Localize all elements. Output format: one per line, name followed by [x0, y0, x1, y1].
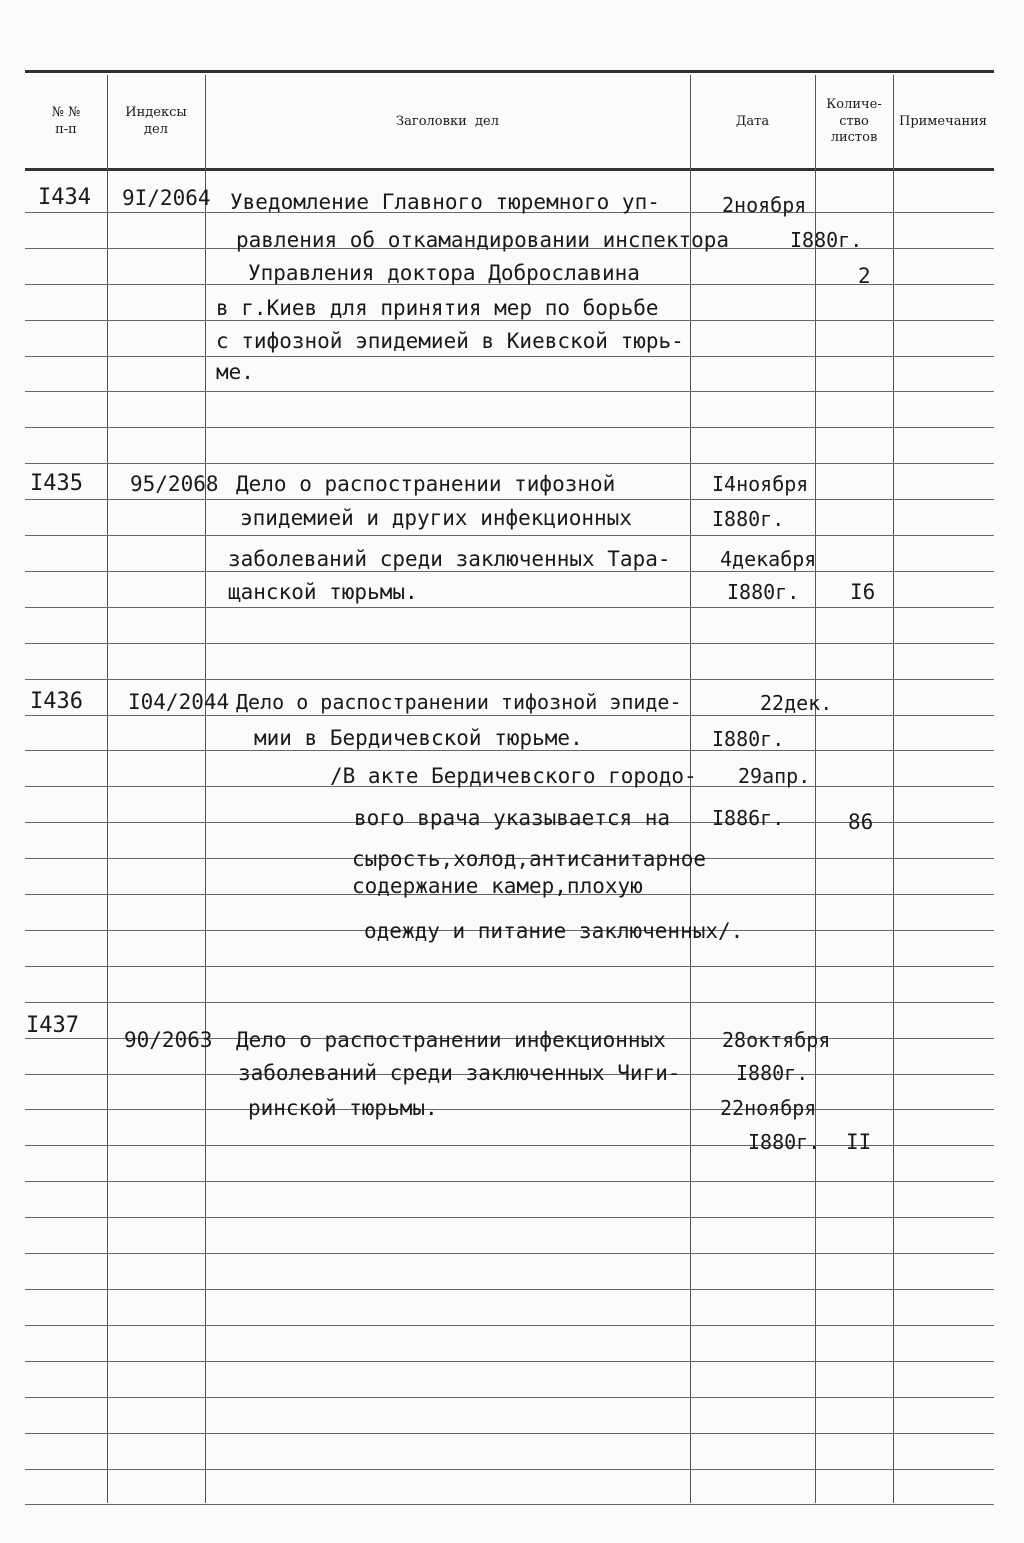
entry-line: вого врача указывается на	[354, 806, 671, 830]
entry-line: с тифозной эпидемией в Киевской тюрь-	[216, 329, 684, 353]
ruled-line	[25, 1109, 994, 1110]
entry-date: I880г.	[790, 228, 863, 252]
entry-index: 95/2068	[130, 472, 219, 496]
ruled-line	[25, 643, 994, 644]
ruled-line	[25, 607, 994, 608]
entry-date: I880г.	[748, 1130, 821, 1154]
entry-line: в г.Киев для принятия мер по борьбе	[216, 296, 659, 320]
ruled-line	[25, 1361, 994, 1362]
entry-line: содержание камер,плохую	[352, 874, 643, 898]
ruled-line	[25, 1002, 994, 1003]
entry-line: Дело о распостранении тифозной	[236, 472, 616, 496]
ruled-line	[25, 1289, 994, 1290]
entry-date: I880г.	[736, 1061, 809, 1085]
ruled-line	[25, 356, 994, 357]
entry-date: 29апр.	[738, 764, 811, 788]
ruled-line	[25, 1504, 994, 1505]
ruled-line	[25, 1325, 994, 1326]
entry-index: I04/2044	[128, 690, 230, 714]
entry-date: 4декабря	[720, 547, 817, 571]
ruled-line	[25, 535, 994, 536]
entry-number: I434	[38, 185, 91, 210]
entry-date: I880г.	[712, 507, 785, 531]
entry-number: I435	[30, 471, 83, 496]
ruled-line	[25, 463, 994, 464]
entry-line: Дело о распостранении тифозной эпиде-	[236, 690, 682, 714]
entry-line: равления об откамандировании инспектора	[236, 228, 730, 252]
entry-line: щанской тюрьмы.	[228, 580, 418, 604]
header-number: № № п-п	[51, 105, 81, 137]
entry-index: 9I/2064	[122, 186, 211, 210]
header-notes: Примечания	[898, 113, 987, 129]
top-rule	[25, 70, 994, 73]
ruled-line	[25, 1217, 994, 1218]
entry-number: I436	[30, 689, 83, 714]
entry-line: одежду и питание заключенных/.	[364, 919, 744, 943]
entry-sheets: 86	[848, 810, 874, 834]
entry-line: /В акте Бердичевского городо-	[330, 764, 697, 788]
entry-date: I880г.	[727, 580, 800, 604]
header-index: Индексы дел	[125, 105, 187, 137]
entry-line: Дело о распостранении инфекционных	[236, 1028, 666, 1052]
ruled-line	[25, 391, 994, 392]
entry-date: I880г.	[712, 727, 785, 751]
entry-sheets: II	[846, 1130, 872, 1154]
entry-line: Управления доктора Доброславина	[248, 261, 640, 285]
header-bottom-rule	[25, 168, 994, 171]
entry-date: I4ноября	[712, 472, 809, 496]
entry-line: сырость,холод,антисанитарное	[352, 847, 707, 871]
ruled-line	[25, 966, 994, 967]
entry-line: заболеваний среди заключенных Тара-	[228, 547, 671, 571]
entry-sheets: 2	[858, 264, 871, 288]
ruled-line	[25, 1469, 994, 1470]
entry-sheets: I6	[850, 580, 876, 604]
ruled-line	[25, 427, 994, 428]
ruled-line	[25, 499, 994, 500]
entry-date: 2ноября	[722, 193, 807, 217]
header-sheets: Количе- ство листов	[826, 96, 882, 146]
entry-line: мии в Бердичевской тюрьме.	[254, 726, 583, 750]
entry-number: I437	[26, 1013, 79, 1038]
entry-date: 22дек.	[760, 691, 833, 715]
entry-date: 28октября	[722, 1028, 831, 1052]
entry-line: ринской тюрьмы.	[248, 1096, 438, 1120]
ruled-line	[25, 1433, 994, 1434]
ruled-line	[25, 679, 994, 680]
entry-line: ме.	[216, 360, 254, 384]
entry-index: 90/2063	[124, 1028, 213, 1052]
ruled-line	[25, 1181, 994, 1182]
entry-line: Уведомление Главного тюремного уп-	[230, 190, 660, 214]
ruled-line	[25, 1253, 994, 1254]
entry-line: эпидемией и других инфекционных	[240, 506, 632, 530]
header-title: Заголовки дел	[396, 113, 499, 129]
entry-date: I886г.	[712, 806, 785, 830]
header-date: Дата	[735, 113, 770, 129]
entry-line: заболеваний среди заключенных Чиги-	[238, 1061, 681, 1085]
entry-date: 22ноября	[720, 1096, 817, 1120]
ruled-line	[25, 1397, 994, 1398]
